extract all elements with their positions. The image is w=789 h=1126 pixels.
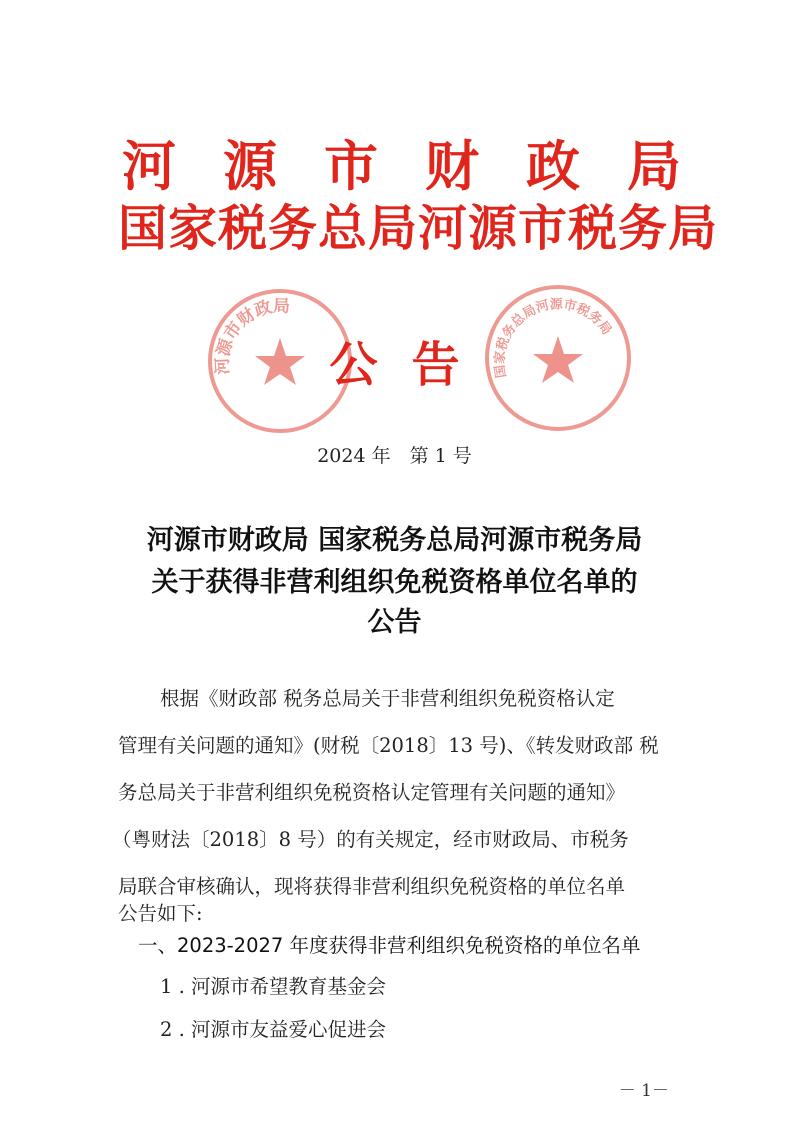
document-title-line-1: 河源市财政局 国家税务总局河源市税务局 [146,525,643,556]
document-title-line-3: 公告 [367,607,422,638]
document-number: 2024 年 第 1 号 [317,445,472,467]
body-line: 根据《财政部 税务总局关于非营利组织免税资格认定 [160,687,615,710]
section-heading: 一、2023-2027 年度获得非营利组织免税资格的单位名单 [138,934,641,957]
list-item: 1 . 河源市希望教育基金会 [160,975,387,998]
notice-title: 公告 [329,337,494,393]
page-number: － 1－ [618,1081,669,1101]
body-line: 管理有关问题的通知》(财税〔2018〕13 号)、《转发财政部 税 [118,734,659,757]
list-item: 2 . 河源市友益爱心促进会 [160,1018,387,1041]
seal-left-text: 河源市财政局 [212,296,291,375]
seal-right-text: 国家税务总局河源市税务局 [492,297,615,379]
body-line: 务总局关于非营利组织免税资格认定管理有关问题的通知》 [118,781,626,804]
body-line: （粤财法〔2018〕8 号）的有关规定，经市财政局、市税务 [112,828,629,851]
document-title-line-2: 关于获得非营利组织免税资格单位名单的 [151,567,638,598]
org-line-1: 河源市财政局 [122,135,728,198]
body-line: 公告如下: [118,902,203,925]
body-line: 局联合审核确认，现将获得非营利组织免税资格的单位名单 [118,875,626,898]
org-line-2: 国家税务总局河源市税务局 [118,200,719,257]
